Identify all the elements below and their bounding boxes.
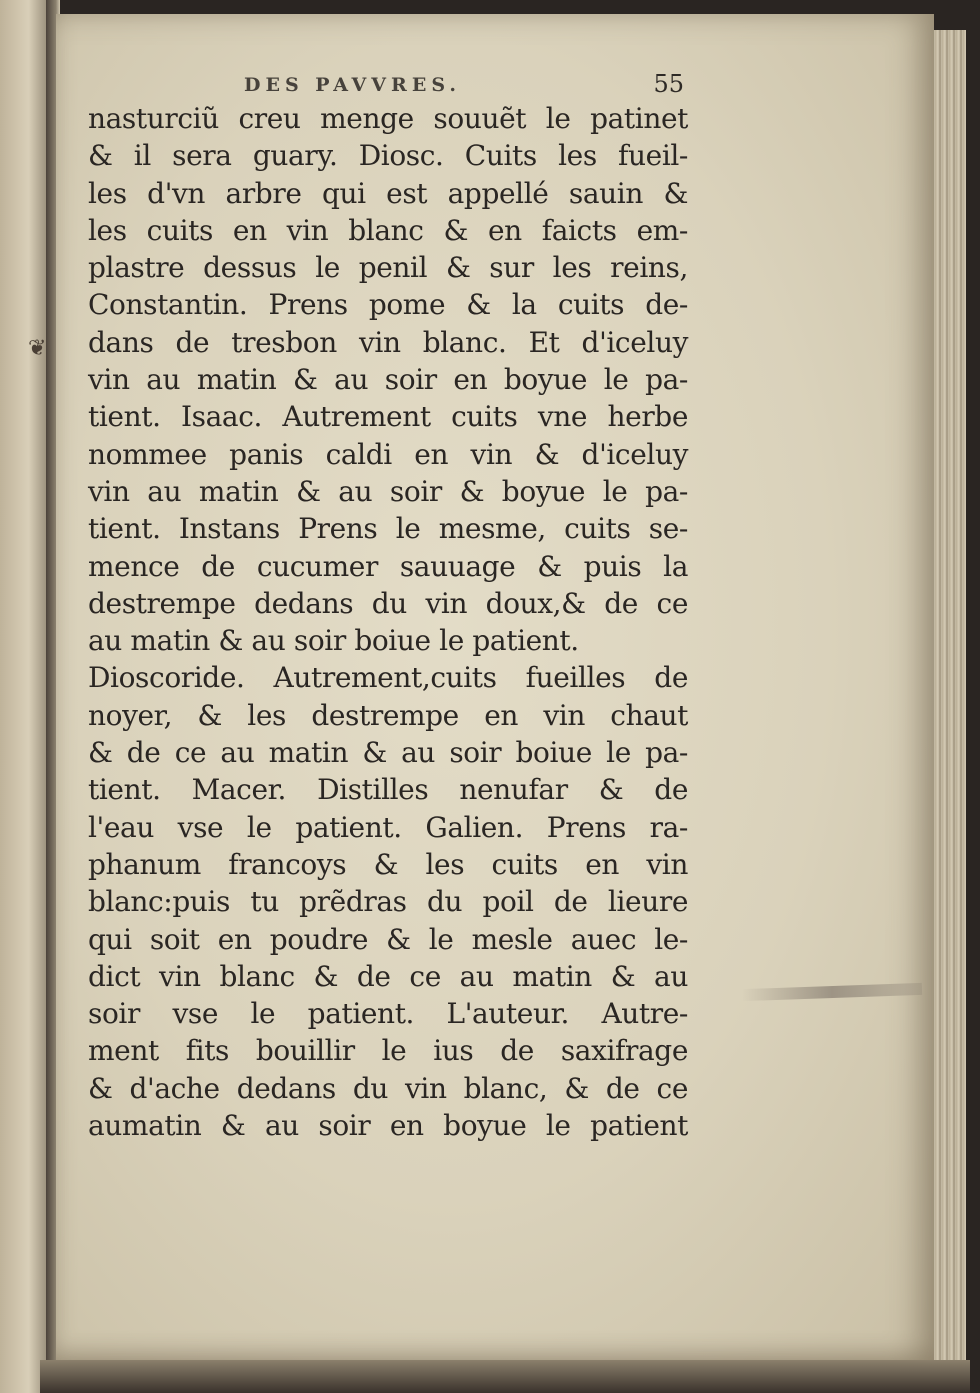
text-line: plastre dessus le penil & sur les reins, (88, 251, 688, 285)
text-line: phanum francoys & les cuits en vin (88, 847, 688, 881)
text-line: ment fits bouillir le ius de saxifrage (88, 1034, 688, 1068)
text-line: aumatin & au soir en boyue le patient (88, 1109, 688, 1143)
page-number: 55 (653, 70, 684, 98)
text-line: noyer, & les destrempe en vin chaut (88, 698, 688, 732)
text-line: tient. Macer. Distilles nenufar & de (88, 773, 688, 807)
text-line: destrempe dedans du vin doux,& de ce (88, 586, 688, 620)
text-line: au matin & au soir boiue le patient. (88, 624, 579, 658)
text-line: Dioscoride. Autrement,cuits fueilles de (88, 661, 688, 695)
bottom-edge (40, 1360, 970, 1393)
text-line: tient. Isaac. Autrement cuits vne herbe (88, 400, 688, 434)
text-line: les cuits en vin blanc & en faicts em- (88, 213, 688, 247)
margin-mark-icon: ❦ (28, 336, 47, 361)
text-line: & de ce au matin & au soir boiue le pa- (88, 736, 688, 770)
text-line: & il sera guary. Diosc. Cuits les fueil- (88, 139, 688, 173)
text-line: qui soit en poudre & le mesle auec le- (88, 922, 688, 956)
text-line: dans de tresbon vin blanc. Et d'iceluy (88, 325, 688, 359)
text-line: nommee panis caldi en vin & d'iceluy (88, 437, 688, 471)
text-line: les d'vn arbre qui est appellé sauin & (88, 176, 688, 210)
body-text (88, 100, 688, 1144)
facing-page-edge (0, 0, 52, 1393)
text-line: Constantin. Prens pome & la cuits de- (88, 288, 688, 322)
text-line: vin au matin & au soir & boyue le pa- (88, 474, 688, 508)
text-line: dict vin blanc & de ce au matin & au (88, 959, 688, 993)
running-title: DES PAVVRES. (244, 74, 461, 96)
text-line: nasturciũ creu menge souuẽt le patinet (88, 102, 688, 135)
text-line: tient. Instans Prens le mesme, cuits se- (88, 512, 688, 546)
text-line: & d'ache dedans du vin blanc, & de ce (88, 1071, 688, 1105)
text-line: soir vse le patient. L'auteur. Autre- (88, 997, 688, 1031)
text-line: blanc:puis tu prẽdras du poil de lieure (88, 885, 688, 919)
text-line: l'eau vse le patient. Galien. Prens ra- (88, 810, 688, 844)
text-line: mence de cucumer sauuage & puis la (88, 549, 688, 583)
text-line: vin au matin & au soir en boyue le pa- (88, 363, 688, 397)
